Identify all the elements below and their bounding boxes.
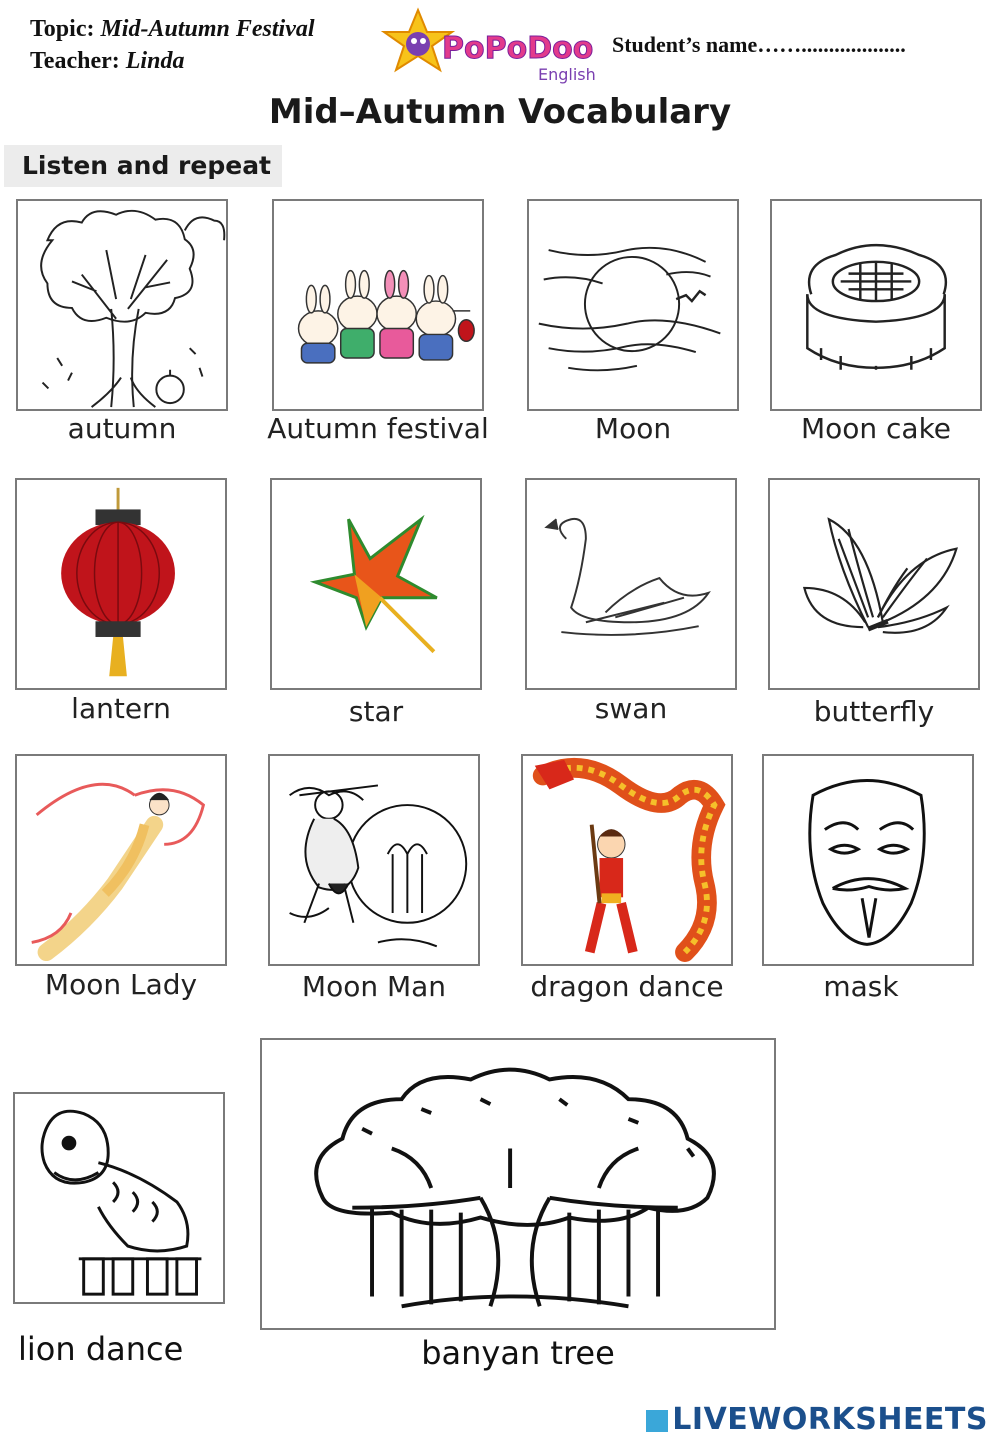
card-label: butterfly [813, 695, 935, 728]
card-label: autumn [67, 412, 177, 445]
teacher-line [30, 48, 184, 75]
dragon-dance-icon [521, 754, 733, 966]
card-label: Moon Lady [44, 968, 198, 1001]
moon-cake-icon [770, 199, 982, 411]
lion-dance-icon [13, 1092, 225, 1304]
red-lantern-icon [15, 478, 227, 690]
card-label: star [348, 695, 404, 728]
logo-sub: English [538, 65, 595, 84]
banyan-tree-icon [260, 1038, 776, 1330]
topic-label: Topic: [30, 16, 95, 42]
topic-line [30, 16, 315, 43]
svg-text:PoPoDoo: PoPoDoo [442, 31, 594, 66]
teacher-value: Linda [125, 48, 185, 74]
swan-icon [525, 478, 737, 690]
card-label: Moon Man [301, 970, 447, 1003]
moon-icon [527, 199, 739, 411]
moon-lady-icon [15, 754, 227, 966]
popodoo-logo [380, 6, 595, 86]
student-name-field: Student’s name……................... [612, 32, 906, 57]
card-label: dragon dance [530, 970, 724, 1003]
autumn-tree-icon [16, 199, 228, 411]
card-label: lion dance [18, 1330, 184, 1368]
card-label: lantern [71, 692, 171, 725]
card-label: banyan tree [421, 1334, 615, 1372]
liveworksheets-brand [646, 1402, 988, 1437]
card-label: Autumn festival [267, 412, 489, 445]
star-lantern-icon [270, 478, 482, 690]
topic-value: Mid-Autumn Festival [100, 16, 315, 42]
brand-icon [646, 1410, 668, 1432]
page-title: Mid–Autumn Vocabulary [268, 92, 732, 132]
teacher-label: Teacher: [30, 48, 120, 74]
card-label: Moon cake [800, 412, 952, 445]
rabbits-lantern-icon [272, 199, 484, 411]
card-label: swan [594, 692, 668, 725]
butterfly-icon [768, 478, 980, 690]
moon-man-icon [268, 754, 480, 966]
instruction-banner: Listen and repeat [4, 145, 282, 187]
mask-icon [762, 754, 974, 966]
card-label: Moon [594, 412, 672, 445]
card-label: mask [823, 970, 899, 1003]
brand-text: LIVEWORKSHEETS [672, 1402, 988, 1437]
